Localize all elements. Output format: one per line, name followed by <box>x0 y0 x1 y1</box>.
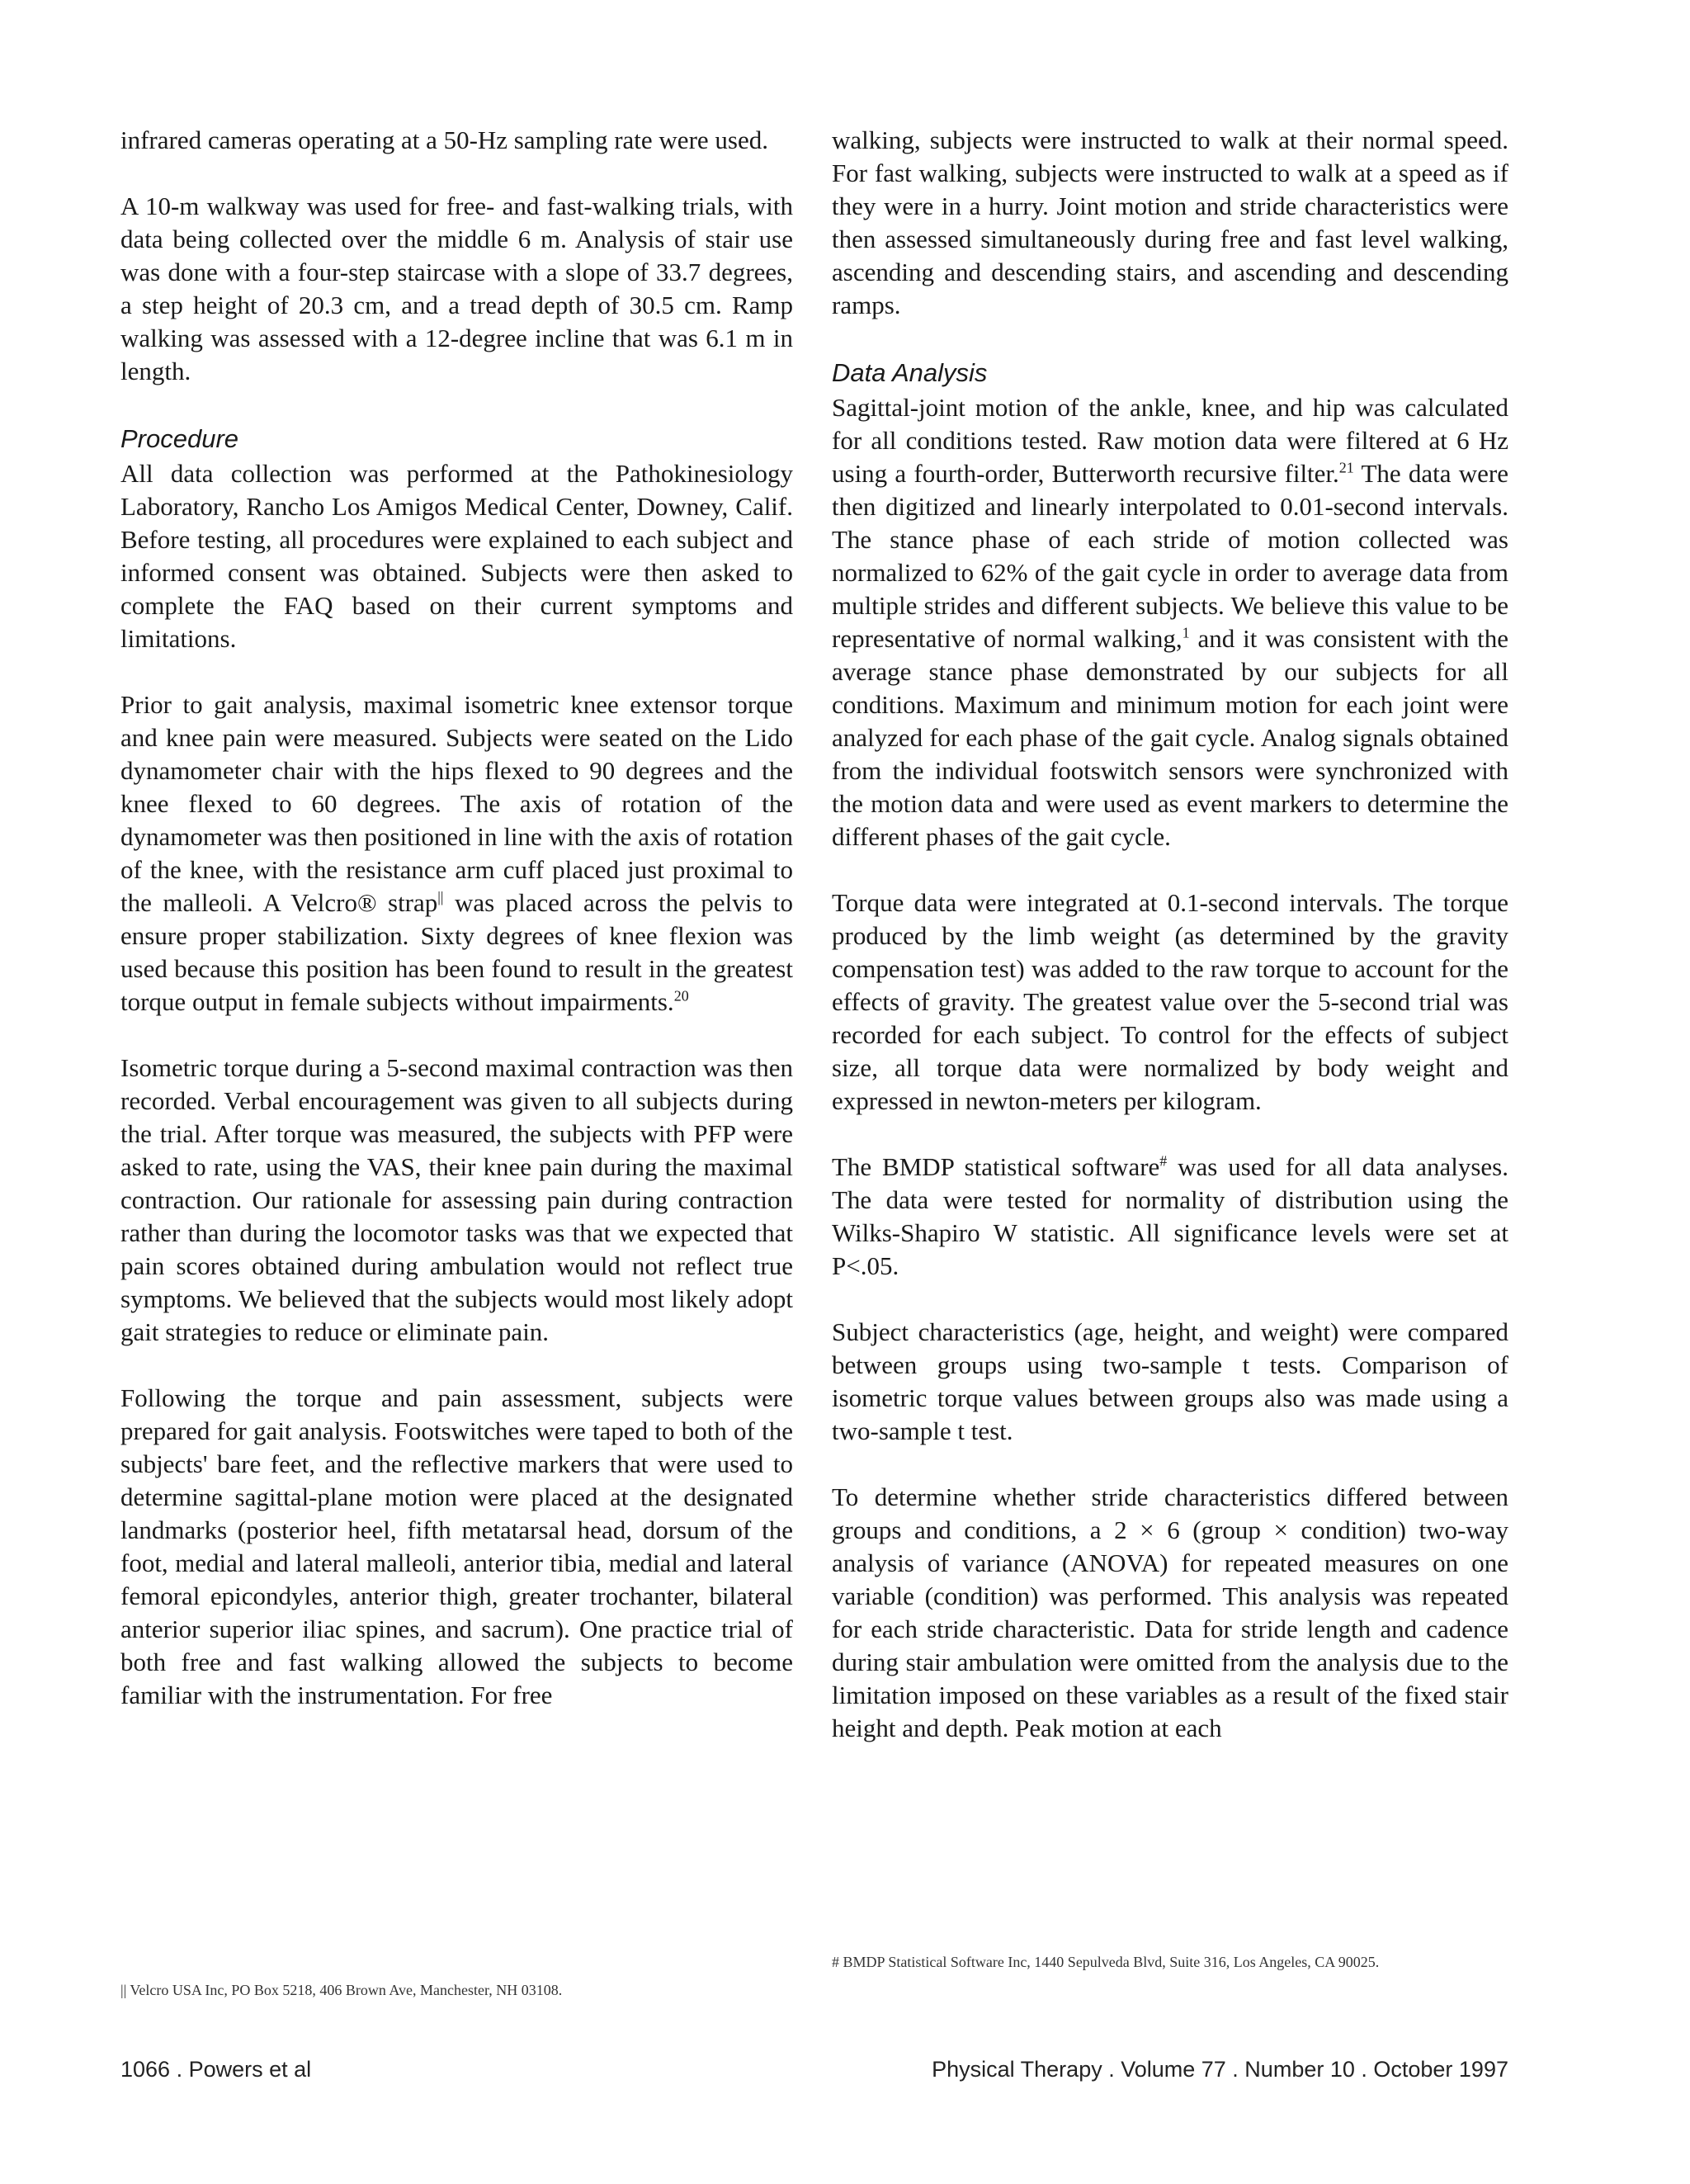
left-column <box>120 124 793 1745</box>
reference-marker: 20 <box>673 987 689 1005</box>
paragraph-following-assessment: Following the torque and pain assessment, subjects were prepared for gait analysis. Footswitches were taped to both of the subjects' bare feet, and the reflective markers that were used to determine sagittal-plane motion were placed at the designated landmarks (posterior heel, fifth metatarsal head, dorsum of the foot, medial and lateral malleoli, anterior tibia, medial and lateral femoral epicondyles, anterior thigh, greater trochanter, bilateral anterior superior iliac spines, and sacrum). One practice trial of both free and fast walking allowed the subjects to become familiar with the instrumentation. For free <box>120 1383 793 1709</box>
reference-marker: 1 <box>1182 624 1190 641</box>
heading-data-analysis: Data Analysis <box>832 358 988 387</box>
footnote-marker: || <box>437 888 444 905</box>
paragraph-stride-anova: To determine whether stride characteristics differed between groups and conditions, a 2 × 6 (group × condition) two-way analysis of variance (ANOVA) for repeated measures on one variable (condition) was performed. This analysis was repeated for each stride characteristic. Data for stride length and cadence during stair ambulation were omitted from the analysis due to the limitation imposed on these variables as a result of the fixed stair height and depth. Peak motion at each <box>832 1482 1508 1742</box>
footnote-bmdp: # BMDP Statistical Software Inc, 1440 Sepulveda Blvd, Suite 316, Los Angeles, CA 90025. <box>832 1954 1380 1970</box>
reference-marker: 21 <box>1338 459 1354 476</box>
paragraph-sagittal-motion <box>832 391 1508 853</box>
paragraph-subject-characteristics: Subject characteristics (age, height, and weight) were compared between groups using two-sample t tests. Comparison of isometric torque values between groups also was made using a two-sample t test. <box>832 1317 1508 1445</box>
paragraph-intro-continuation: infrared cameras operating at a 50-Hz sampling rate were used. <box>120 125 768 154</box>
paragraph-procedure: All data collection was performed at the Pathokinesiology Laboratory, Rancho Los Amigos Medical Center, Downey, Calif. Before testing, all procedures were explained to each subject and informed consent was obtained. Subjects were then asked to complete the FAQ based on their current symptoms and limitations. <box>120 459 793 653</box>
heading-procedure: Procedure <box>120 424 239 453</box>
paragraph-isometric-torque: Isometric torque during a 5-second maximal contraction was then recorded. Verbal encouragement was given to all subjects during the trial. After torque was measured, the subjects with PFP were asked to rate, using the VAS, their knee pain during the maximal contraction. Our rationale for assessing pain during contraction rather than during the locomotor tasks was that we expected that pain scores obtained during ambulation would not reflect true symptoms. We believed that the subjects would most likely adopt gait strategies to reduce or eliminate pain. <box>120 1053 793 1346</box>
text-run: and it was consistent with the average stance phase demonstrated by our subjects for all conditions. Maximum and minimum motion for each joint were analyzed for each phase of the gait cycle. Analog signals obtained from the individual footswitch sensors were synchronized with the motion data and were used as event markers to determine the different phases of the gait cycle. <box>832 624 1508 851</box>
text-run: The data were then digitized and linearly interpolated to 0.01-second intervals. The stance phase of each stride of motion collected was normalized to 62% of the gait cycle in order to average data from multiple strides and different subjects. We believe this value to be representative of normal walking, <box>832 459 1508 653</box>
text-run: was placed across the pelvis to ensure proper stabilization. Sixty degrees of knee flexion was used because this position has been found to result in the greatest torque output in female subjects without impairments. <box>120 888 793 1016</box>
text-run: The BMDP statistical software <box>832 1152 1160 1181</box>
text-run: was used for all data analyses. The data were tested for normality of distribution using the Wilks-Shapiro W statistic. All significance levels were set at P<.05. <box>832 1152 1508 1280</box>
paragraph-bmdp-software <box>832 1151 1508 1283</box>
paragraph-torque-data: Torque data were integrated at 0.1-second intervals. The torque produced by the limb weight (as determined by the gravity compensation test) was added to the raw torque to account for the effects of gravity. The greatest value over the 5-second trial was recorded for each subject. To control for the effects of subject size, all torque data were normalized by body weight and expressed in newton-meters per kilogram. <box>832 888 1508 1115</box>
page-footer-right: Physical Therapy . Volume 77 . Number 10 . October 1997 <box>932 2057 1508 2082</box>
footnote-velcro: || Velcro USA Inc, PO Box 5218, 406 Brown Ave, Manchester, NH 03108. <box>120 1982 563 1998</box>
text-run: Prior to gait analysis, maximal isometric knee extensor torque and knee pain were measured. Subjects were seated on the Lido dynamometer chair with the hips flexed to 90 degrees and the knee flexed to 60 degrees. The axis of rotation of the dynamometer was then positioned in line with the axis of rotation of the knee, with the resistance arm cuff placed just proximal to the malleoli. A Velcro® strap <box>120 690 793 917</box>
paragraph-walkway: A 10-m walkway was used for free- and fast-walking trials, with data being collected over the middle 6 m. Analysis of stair use was done with a four-step staircase with a slope of 33.7 degrees, a step height of 20.3 cm, and a tread depth of 30.5 cm. Ramp walking was assessed with a 12-degree incline that was 6.1 m in length. <box>120 191 793 385</box>
text-run: Sagittal-joint motion of the ankle, knee, and hip was calculated for all conditions tested. Raw motion data were filtered at 6 Hz using a fourth-order, Butterworth recursive filter. <box>832 393 1508 488</box>
paragraph-prior-gait-analysis <box>120 688 793 1019</box>
page-footer-left: 1066 . Powers et al <box>120 2057 312 2082</box>
footnote-marker: # <box>1159 1152 1168 1170</box>
paragraph-walking-continuation: walking, subjects were instructed to walk at their normal speed. For fast walking, subjects were instructed to walk at a speed as if they were in a hurry. Joint motion and stride characteristics were then assessed simultaneously during free and fast level walking, ascending and descending stairs, and ascending and descending ramps. <box>832 125 1508 319</box>
right-column <box>832 124 1508 1778</box>
